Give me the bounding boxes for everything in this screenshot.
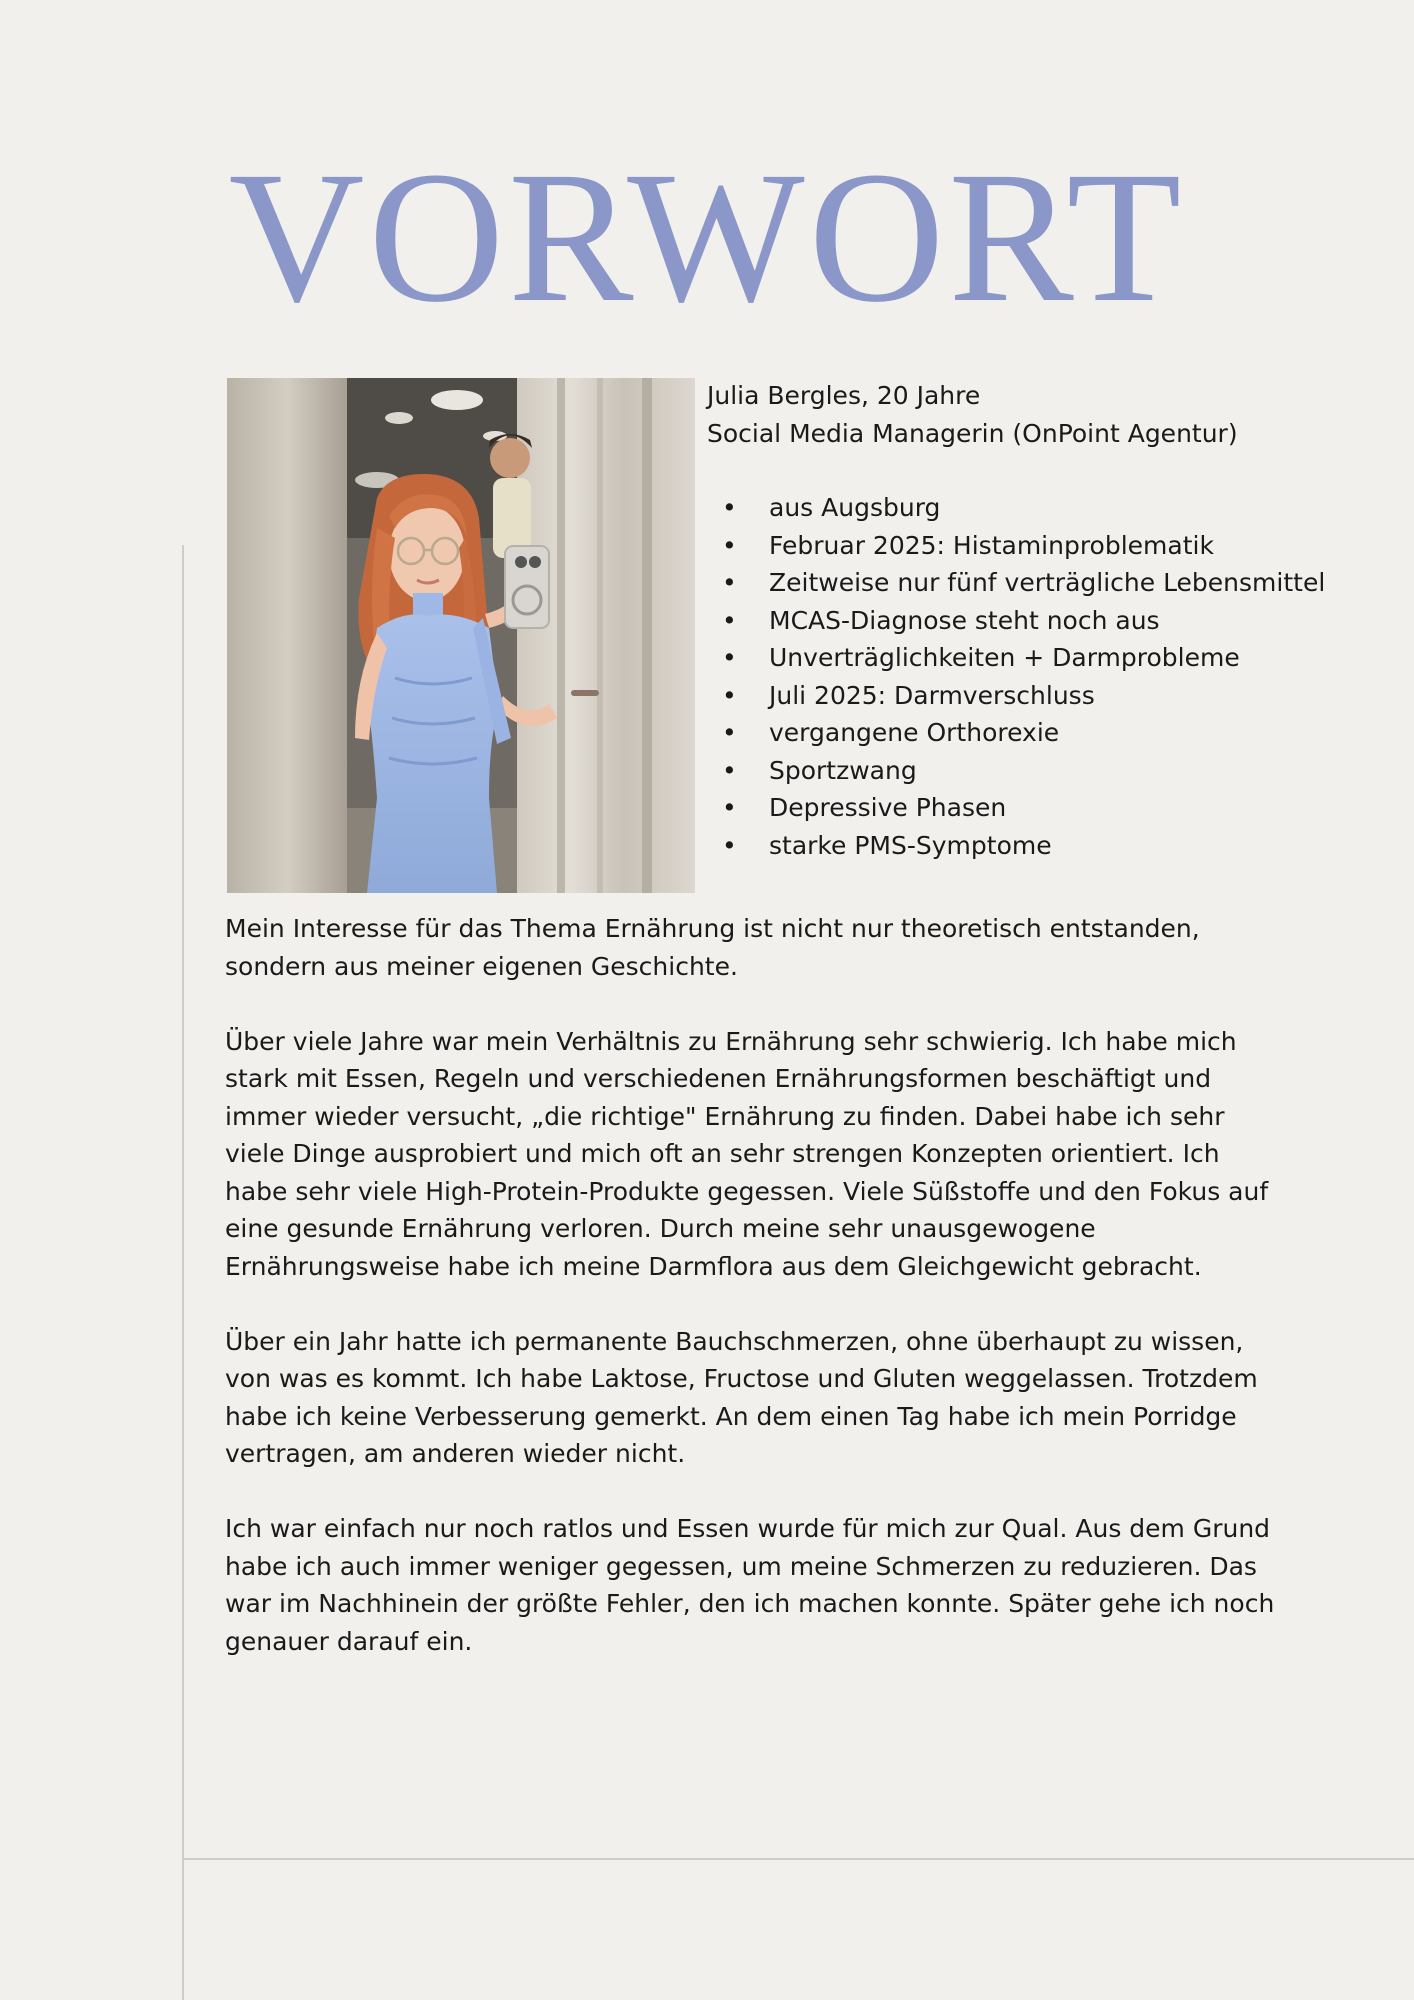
list-item: • starke PMS-Symptome <box>707 827 1327 865</box>
bullet-icon: • <box>722 830 737 860</box>
list-item: • vergangene Orthorexie <box>707 714 1327 752</box>
profile-name: Julia Bergles, 20 Jahre <box>707 381 981 410</box>
bullet-icon: • <box>722 755 737 785</box>
profile-job: Social Media Managerin (OnPoint Agentur) <box>707 418 1238 448</box>
list-item: • Februar 2025: Histaminproblematik <box>707 527 1327 565</box>
paragraph: Ich war einfach nur noch ratlos und Essen wurde für mich zur Qual. Aus dem Grund habe ich auch immer weniger gegessen, um meine Schmerzen zu reduzieren. Das war im Nachhinein der größte Fehler, den ich machen konnte. Später gehe ich noch genauer darauf ein. <box>225 1514 1275 1656</box>
bottom-rule <box>183 1858 1414 1860</box>
paragraph: Über viele Jahre war mein Verhältnis zu Ernährung sehr schwierig. Ich habe mich stark mit Essen, Regeln und verschiedenen Ernährungsformen beschäftigt und immer wieder versucht, „die richtige" Ernährung zu finden. Dabei habe ich sehr viele Dinge ausprobiert und mich oft an sehr strengen Konzepten orientiert. Ich habe sehr viele High-Protein-Produkte gegessen. Viele Süßstoffe und den Fokus auf eine gesunde Ernährung verloren. Durch meine sehr unausgewogene Ernährungsweise habe ich meine Darmflora aus dem Gleichgewicht gebracht. <box>225 1026 1269 1281</box>
list-item: • MCAS-Diagnose steht noch aus <box>707 602 1327 640</box>
list-item: • Sportzwang <box>707 752 1327 790</box>
page-title: VORWORT <box>228 132 1186 341</box>
list-item: • Depressive Phasen <box>707 789 1327 827</box>
list-item: • Unverträglichkeiten + Darmprobleme <box>707 639 1327 677</box>
bullet-icon: • <box>722 530 737 560</box>
profile-block <box>707 377 1327 864</box>
bullet-icon: • <box>722 605 737 635</box>
bullet-icon: • <box>722 793 737 822</box>
list-item: • aus Augsburg <box>707 489 1327 527</box>
left-rule <box>182 545 184 2000</box>
list-item: • Juli 2025: Darmverschluss <box>707 677 1327 715</box>
bullet-icon: • <box>722 643 737 672</box>
facts-list <box>707 489 1327 864</box>
profile-photo <box>227 378 695 893</box>
foreword-text <box>225 910 1285 1698</box>
list-item: • Zeitweise nur fünf verträgliche Lebensmittel <box>707 564 1327 602</box>
paragraph: Über ein Jahr hatte ich permanente Bauchschmerzen, ohne überhaupt zu wissen, von was es kommt. Ich habe Laktose, Fructose und Gluten weggelassen. Trotzdem habe ich keine Verbesserung gemerkt. An dem einen Tag habe ich mein Porridge vertragen, am anderen wieder nicht. <box>225 1326 1258 1468</box>
paragraph: Mein Interesse für das Thema Ernährung ist nicht nur theoretisch entstanden, sondern aus meiner eigenen Geschichte. <box>225 914 1200 981</box>
bullet-icon: • <box>722 493 737 522</box>
bullet-icon: • <box>722 568 737 597</box>
bullet-icon: • <box>722 718 737 747</box>
bullet-icon: • <box>722 680 737 710</box>
